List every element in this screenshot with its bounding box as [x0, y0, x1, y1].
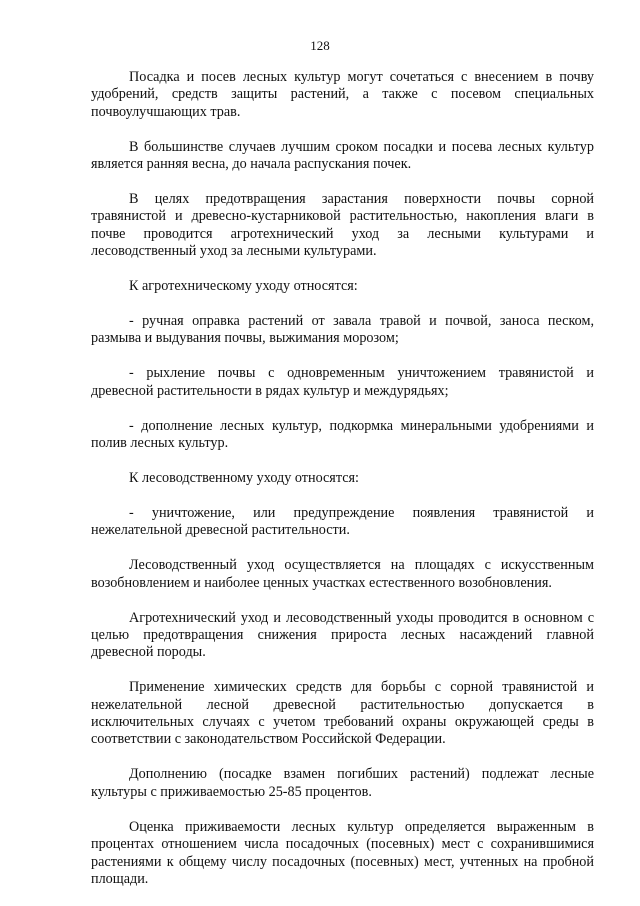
paragraph: Посадка и посев лесных культур могут сочетаться с внесением в почву удобрений, средств защиты растений, а также с посевом специальных почвоулучшающих трав. — [91, 69, 594, 120]
paragraph: В большинстве случаев лучшим сроком посадки и посева лесных культур является ранняя весна, до начала распускания почек. — [91, 138, 594, 173]
page-number: 128 — [310, 38, 330, 53]
paragraph: Лесоводственный уход осуществляется на площадях с искусственным возобновлением и наиболее ценных участках естественного возобновления. — [91, 557, 594, 591]
paragraph: В целях предотвращения зарастания поверхности почвы сорной травянистой и древесно-кустарниковой растительностью, накопления влаги в почве проводится агротехнический уход за лесными культурами и лесоводственный уход за лесными культурами. — [91, 191, 594, 260]
list-item: - ручная оправка растений от завала травой и почвой, заноса песком, размыва и выдувания почвы, выжимания морозом; — [91, 313, 594, 347]
paragraph: К агротехническому уходу относятся: — [129, 278, 358, 295]
paragraph: Агротехнический уход и лесоводственный уходы проводится в основном с целью предотвращения снижения прироста лесных насаждений главной древесной породы. — [91, 609, 594, 661]
paragraph: Оценка приживаемости лесных культур определяется выраженным в процентах отношением числа посадочных (посевных) мест с сохранившимися растениями к общему числу посадочных (посевных) мест, учтенных на пробной площади. — [91, 818, 594, 887]
paragraph: Дополнению (посадке взамен погибших растений) подлежат лесные культуры с приживаемостью 25-85 процентов. — [91, 766, 594, 800]
list-item: - рыхление почвы с одновременным уничтожением травянистой и древесной растительности в рядах культур и междурядьях; — [91, 365, 594, 399]
paragraph: Применение химических средств для борьбы с сорной травянистой и нежелательной лесной древесной растительностью допускается в исключительных случаях с учетом требований охраны окружающей среды в соответствии с законодательством Российской Федерации. — [91, 679, 594, 748]
paragraph: К лесоводственному уходу относятся: — [129, 470, 359, 486]
list-item: - дополнение лесных культур, подкормка минеральными удобрениями и полив лесных культур. — [91, 417, 594, 452]
list-item: - уничтожение, или предупреждение появления травянистой и нежелательной древесной растительности. — [91, 504, 594, 539]
document-body — [91, 69, 594, 906]
